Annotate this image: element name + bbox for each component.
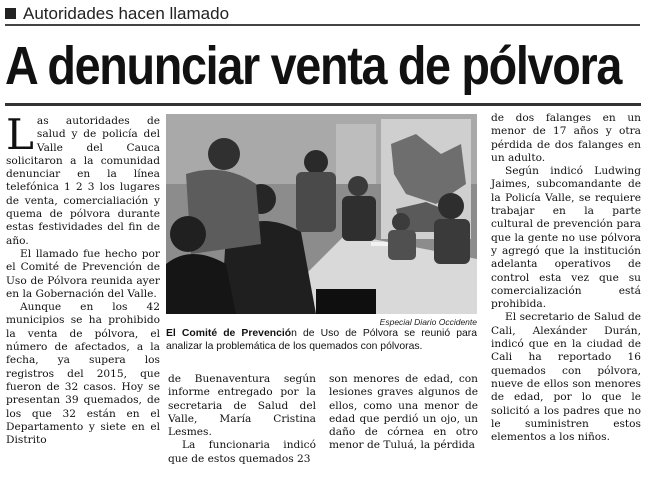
article-column-3	[329, 373, 478, 453]
article-column-2	[168, 373, 316, 466]
drop-cap: L	[6, 110, 34, 159]
article-column-4	[491, 112, 641, 444]
article-headline: A denunciar venta de pólvora	[5, 36, 622, 96]
caption-text: n de Uso de Pólvora se reunió para analizar la problemática de los quemados con pólvoras.	[166, 328, 477, 352]
article-paragraph: de Buenaventura según informe entregado por la secretaria de Salud del Valle, María Cristina Lesmes.	[168, 373, 316, 439]
article-paragraph: de dos falanges en un menor de 17 años y otra pérdida de dos falanges en un adulto.	[491, 112, 641, 164]
meeting-photo-illustration	[166, 114, 477, 314]
paragraph-text: as autoridades de salud y de policía del Valle del Cauca solicitaron a la comunidad denunciar en la línea telefónica 1 2 3 los lugares de venta, comercialiación y quema de pólvora durante estas festividades del fin de año.	[6, 115, 160, 247]
kicker-square-icon	[5, 8, 16, 19]
article-paragraph: son menores de edad, con lesiones graves algunos de ellos, como una menor de edad que perdió un ojo, un daño de córnea en otro menor de Tuluá, la pérdida	[329, 373, 478, 452]
article-column-1	[6, 110, 160, 447]
article-paragraph	[6, 110, 160, 248]
article-paragraph: El llamado fue hecho por el Comité de Prevención de Uso de Pólvora reunida ayer en la Gobernación del Valle.	[6, 247, 160, 300]
article-paragraph: Aunque en los 42 municipios se ha prohibido la venta de pólvora, el número de afectados, a la fecha, ya supera los registros del 2015, que fueron de 32 casos. Hoy se presentan 39 quemados, de los que 32 están en el Departamento y siete en el Distrito	[6, 301, 160, 447]
photo-credit: Especial Diario Occidente	[379, 317, 477, 327]
meeting-photo	[166, 114, 477, 314]
headline-divider	[5, 103, 641, 106]
kicker-text: Autoridades hacen llamado	[23, 4, 230, 23]
article-paragraph: El secretario de Salud de Cali, Alexánder Durán, indicó que en la ciudad de Cali ha reportado 16 quemados con pólvora, nueve de ellos son menores de edad, por lo que le solicitó a los padres que no le suministren estos elementos a los niños.	[491, 311, 641, 444]
photo-caption	[166, 328, 477, 353]
section-kicker	[5, 6, 640, 26]
article-paragraph: La funcionaria indicó que de estos quemados 23	[168, 439, 316, 465]
caption-lead: El Comité de Prevenció	[166, 328, 292, 339]
article-paragraph: Según indicó Ludwing Jaimes, subcomandante de la Policía Valle, se requiere trabajar en la parte cultural de prevención para que la gente no use pólvora y agregó que la institución adelanta operativos de control esta vez que su comercialización está prohibida.	[491, 165, 641, 311]
